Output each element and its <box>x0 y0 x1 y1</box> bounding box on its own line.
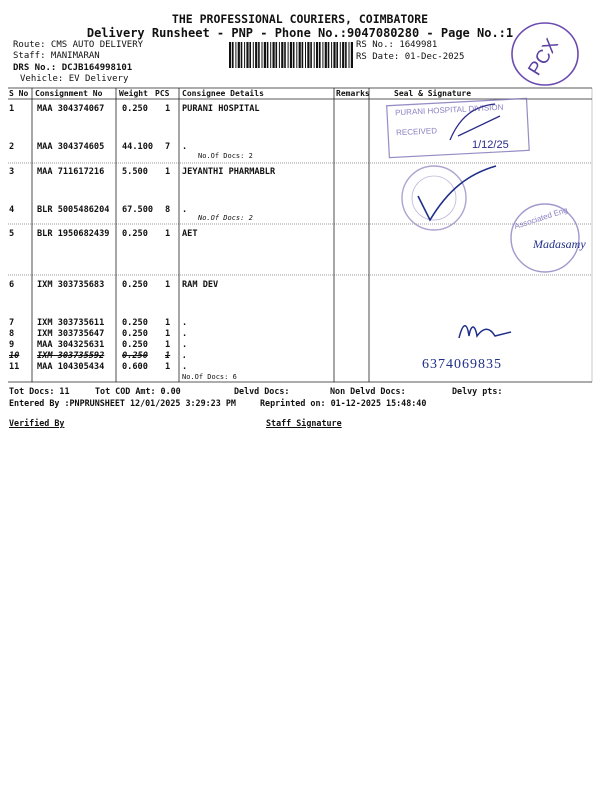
row-consignment: IXM 303735647 <box>37 329 105 339</box>
non-delivered-docs: Non Delvd Docs: <box>330 386 406 396</box>
pcx-handwritten-text: PCX <box>524 35 563 80</box>
row-docs-note: No.Of Docs: 6 <box>182 373 237 381</box>
handwritten-signature <box>455 318 515 348</box>
col-header-seal: Seal & Signature <box>394 89 472 98</box>
total-docs: Tot Docs: 11 <box>9 386 70 396</box>
row-consignment: MAA 711617216 <box>37 167 105 177</box>
row-weight: 0.250 <box>122 280 148 290</box>
row-consignee: . <box>182 340 188 350</box>
row-pcs: 1 <box>165 329 171 339</box>
row-consignee: JEYANTHI PHARMABLR <box>182 167 276 177</box>
company-title: THE PROFESSIONAL COURIERS, COIMBATORE <box>171 12 429 26</box>
row-consignment: BLR 5005486204 <box>37 205 110 215</box>
row-weight: 0.250 <box>122 340 148 350</box>
madasamy-signature: Madasamy <box>533 237 586 251</box>
row-pcs: 1 <box>165 318 171 328</box>
purani-hospital-stamp <box>380 96 538 162</box>
row-consignment: IXM 303735683 <box>37 280 105 290</box>
rs-number: RS No.: 1649981 <box>356 40 438 50</box>
row-weight: 0.250 <box>122 329 148 339</box>
row-pcs: 1 <box>165 351 171 361</box>
row-weight: 44.100 <box>122 142 154 152</box>
row-sno: 8 <box>9 329 15 339</box>
row-consignment: MAA 304374067 <box>37 104 105 114</box>
col-header-weight: Weight <box>119 89 148 98</box>
row-weight: 5.500 <box>122 167 148 177</box>
row-consignment: MAA 104305434 <box>37 362 105 372</box>
jeyanthi-round-stamp <box>398 160 508 235</box>
row-pcs: 1 <box>165 362 171 372</box>
row-weight: 0.250 <box>122 318 148 328</box>
row-consignment: MAA 304374605 <box>37 142 105 152</box>
row-sno: 9 <box>9 340 15 350</box>
staff-text: Staff: MANIMARAN <box>13 51 100 61</box>
row-consignee: RAM DEV <box>182 280 219 290</box>
row-sno: 6 <box>9 280 15 290</box>
col-header-sno: S No <box>9 89 29 98</box>
signature-tick-icon <box>418 166 496 220</box>
row-consignee: . <box>182 205 188 215</box>
row-docs-note: No.Of Docs: 2 <box>198 152 253 160</box>
row-weight: 0.250 <box>122 104 148 114</box>
associated-eng-stamp <box>505 200 600 280</box>
pcx-circle-mark <box>505 18 585 90</box>
purani-received-date: 1/12/25 <box>472 139 509 151</box>
vehicle-text: Vehicle: EV Delivery <box>20 74 129 84</box>
row-sno: 7 <box>9 318 15 328</box>
row-pcs: 1 <box>165 280 171 290</box>
delivery-points: Delvy pts: <box>452 386 503 396</box>
row-sno: 10 <box>9 351 20 361</box>
svg-text:PURANI HOSPITAL DIVISION: PURANI HOSPITAL DIVISION <box>394 102 504 118</box>
col-header-consignment: Consignment No <box>35 89 103 98</box>
row-consignment: IXM 303735592 <box>37 351 105 361</box>
row-consignment: IXM 303735611 <box>37 318 105 328</box>
row-pcs: 7 <box>165 142 171 152</box>
row-pcs: 1 <box>165 104 171 114</box>
row-consignee: AET <box>182 229 198 239</box>
runsheet-subtitle: Delivery Runsheet - PNP - Phone No.:9047080280 - Page No.:1 <box>86 26 514 40</box>
row-weight: 0.250 <box>122 229 148 239</box>
row-sno: 3 <box>9 167 15 177</box>
row-sno: 4 <box>9 205 15 215</box>
row-sno: 11 <box>9 362 20 372</box>
row-consignment: MAA 304325631 <box>37 340 105 350</box>
staff-signature-label: Staff Signature <box>266 418 342 428</box>
handwritten-phone-number: 6374069835 <box>422 357 502 372</box>
rs-date: RS Date: 01-Dec-2025 <box>356 52 465 62</box>
drs-number: DRS No.: DCJB164998101 <box>13 63 133 73</box>
row-pcs: 1 <box>165 167 171 177</box>
row-weight: 0.250 <box>122 351 148 361</box>
row-sno: 1 <box>9 104 15 114</box>
route-text: Route: CMS AUTO DELIVERY <box>13 40 144 50</box>
row-consignee: . <box>182 142 188 152</box>
row-consignee: . <box>182 351 188 361</box>
row-consignee: . <box>182 362 188 372</box>
row-pcs: 8 <box>165 205 171 215</box>
barcode-image <box>228 42 354 68</box>
reprinted-on: Reprinted on: 01-12-2025 15:48:40 <box>260 398 427 408</box>
entered-by: Entered By :PNPRUNSHEET 12/01/2025 3:29:23 PM <box>9 398 236 408</box>
col-header-pcs: PCS <box>155 89 170 98</box>
svg-text:RECEIVED: RECEIVED <box>395 126 438 138</box>
col-header-remarks: Remarks <box>336 89 370 98</box>
row-sno: 2 <box>9 142 15 152</box>
row-consignee: . <box>182 318 188 328</box>
row-sno: 5 <box>9 229 15 239</box>
row-pcs: 1 <box>165 340 171 350</box>
total-cod-amount: Tot COD Amt: 0.00 <box>95 386 181 396</box>
row-pcs: 1 <box>165 229 171 239</box>
col-header-consignee: Consignee Details <box>182 89 264 98</box>
delivered-docs: Delvd Docs: <box>234 386 290 396</box>
svg-text:Associated Eng: Associated Eng <box>513 205 569 232</box>
row-consignment: BLR 1950682439 <box>37 229 110 239</box>
row-weight: 67.500 <box>122 205 154 215</box>
row-docs-note: No.Of Docs: 2 <box>198 214 253 222</box>
row-consignee: . <box>182 329 188 339</box>
row-weight: 0.600 <box>122 362 148 372</box>
row-consignee: PURANI HOSPITAL <box>182 104 260 114</box>
verified-by-label: Verified By <box>9 418 65 428</box>
